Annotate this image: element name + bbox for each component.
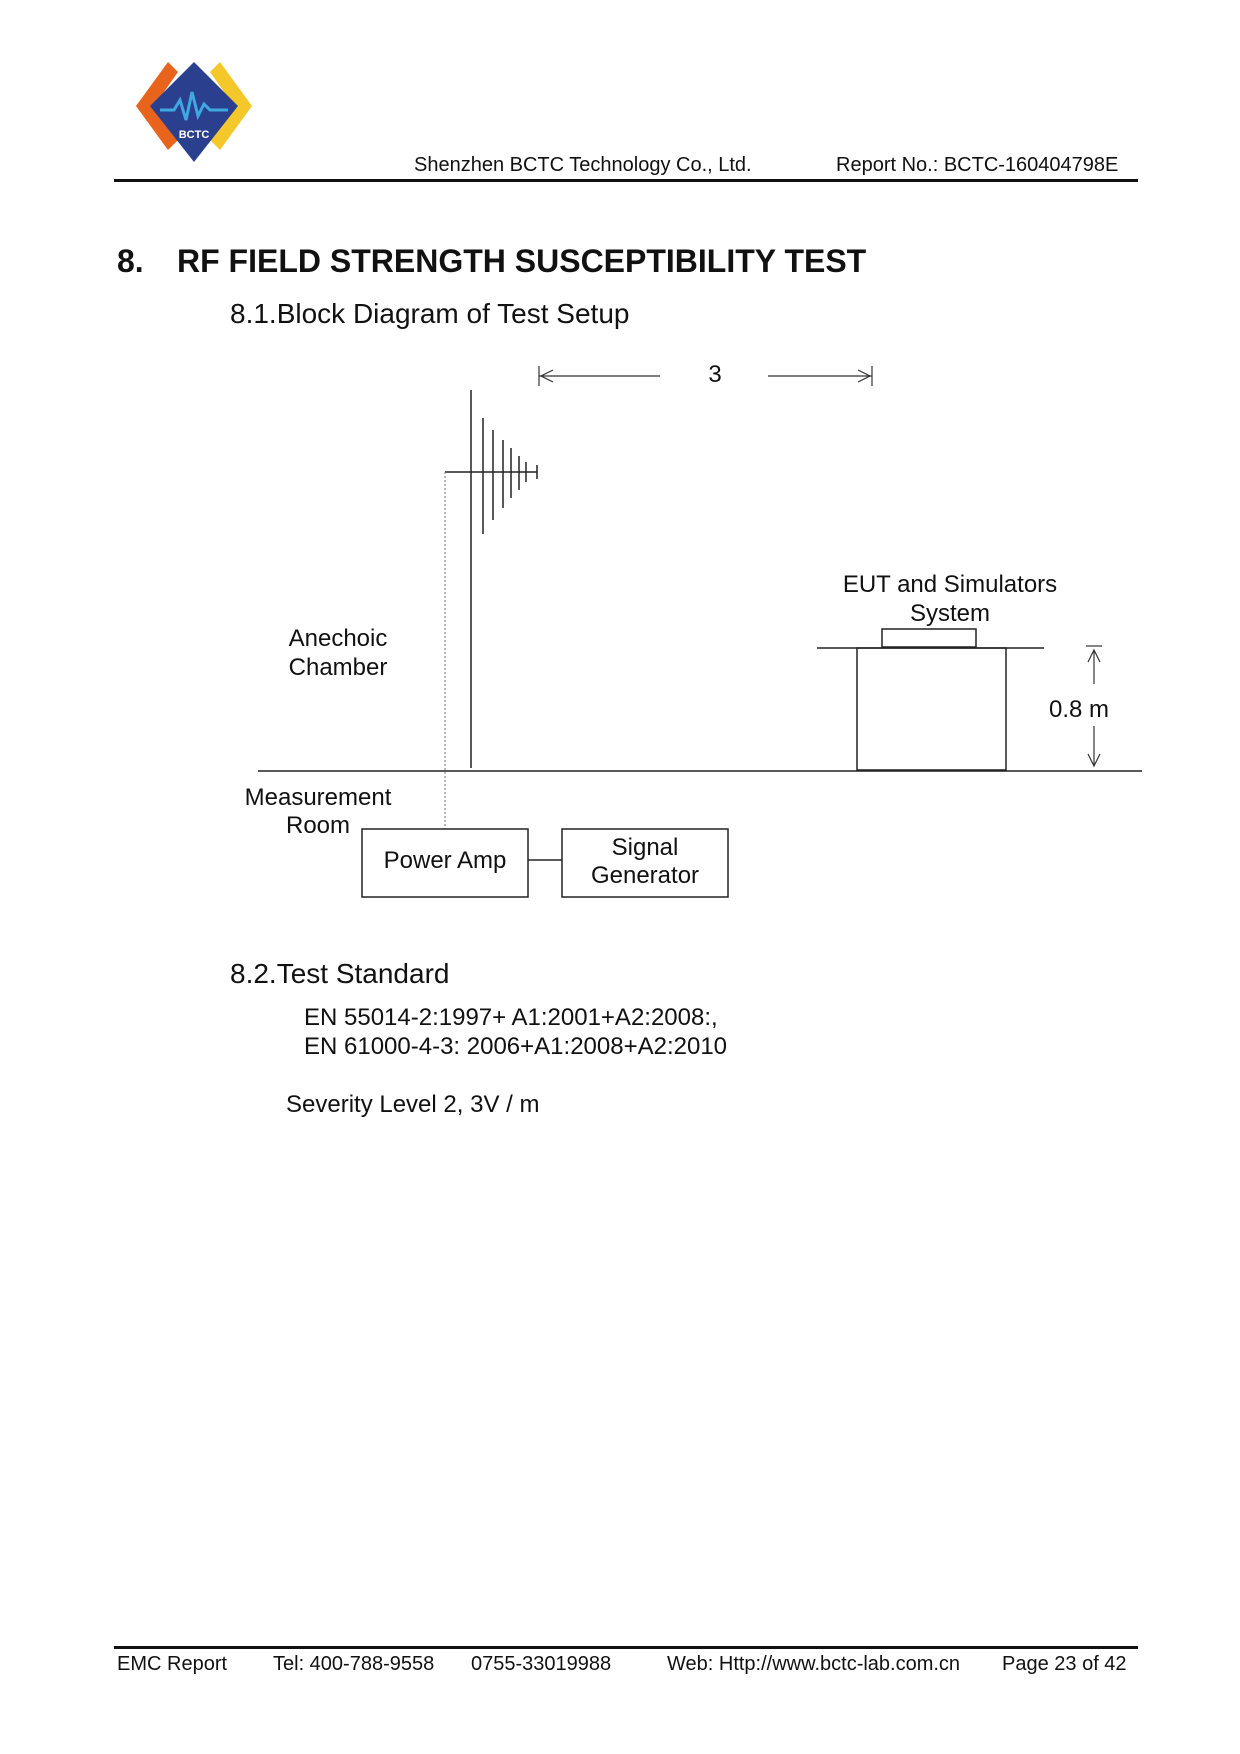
standard-line-1: EN 55014-2:1997+ A1:2001+A2:2008:,	[304, 1004, 718, 1031]
measurement-label-line2: Room	[285, 812, 351, 839]
footer-doc-name: EMC Report	[117, 1653, 228, 1675]
eut-label-line1: EUT and Simulators	[842, 571, 1058, 598]
section-title: RF FIELD STRENGTH SUSCEPTIBILITY TEST	[177, 243, 867, 279]
svg-text:BCTC: BCTC	[178, 129, 210, 141]
height-label: 0.8 m	[1048, 696, 1110, 723]
subsection-1-title: 8.1.Block Diagram of Test Setup	[230, 298, 630, 329]
footer-page-number: Page 23 of 42	[1002, 1653, 1127, 1675]
signal-generator-label-line2: Generator	[590, 862, 700, 889]
footer-web: Web: Http://www.bctc-lab.com.cn	[667, 1653, 961, 1675]
distance-arrow	[539, 366, 872, 386]
company-name: Shenzhen BCTC Technology Co., Ltd.	[414, 154, 752, 176]
power-amp-label: Power Amp	[383, 847, 507, 874]
footer-tel-2: 0755-33019988	[471, 1653, 612, 1675]
signal-generator-label-line1: Signal	[611, 834, 679, 861]
eut-table	[817, 629, 1044, 770]
footer-tel: Tel: 400-788-9558	[273, 1653, 435, 1675]
measurement-label-line1: Measurement	[244, 784, 392, 811]
distance-label: 3	[708, 361, 722, 388]
report-number: Report No.: BCTC-160404798E	[836, 154, 1119, 176]
antenna	[445, 390, 537, 768]
subsection-2-title: 8.2.Test Standard	[230, 958, 450, 989]
anechoic-label-line2: Chamber	[288, 654, 388, 681]
eut-label-line2: System	[909, 600, 991, 627]
standard-line-2: EN 61000-4-3: 2006+A1:2008+A2:2010	[304, 1033, 728, 1060]
footer-rule	[114, 1646, 1138, 1649]
severity-level: Severity Level 2, 3V / m	[286, 1091, 540, 1118]
section-number: 8.	[117, 243, 144, 279]
anechoic-label-line1: Anechoic	[288, 625, 388, 652]
